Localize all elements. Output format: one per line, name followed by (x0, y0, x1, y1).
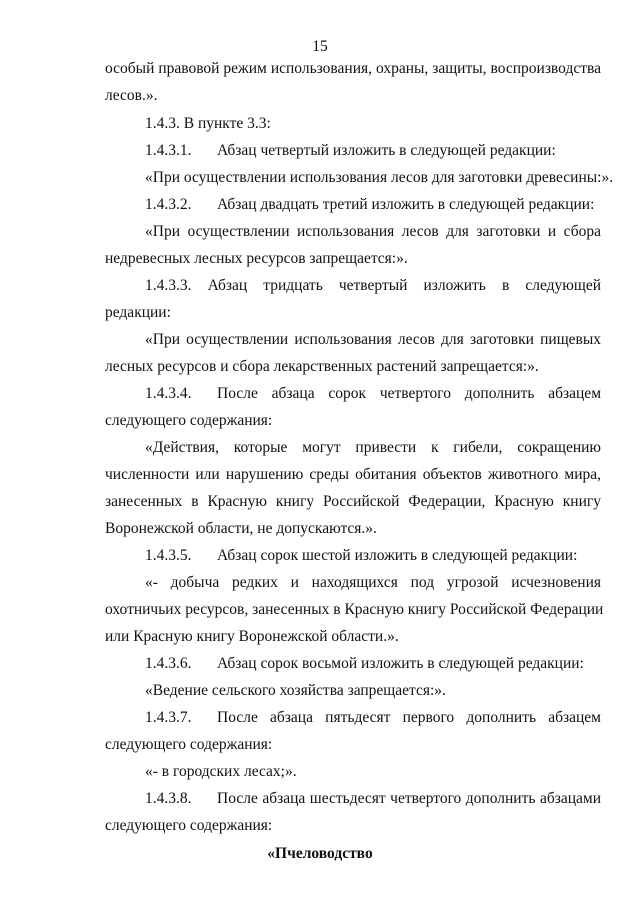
paragraph-line: численности или нарушению среды обитания объектов животного мира, (105, 466, 601, 483)
clause-word: четвертый (338, 277, 408, 294)
clause-line (145, 789, 601, 809)
clause-word: в (501, 277, 510, 294)
clause-text: Абзац сорок восьмой изложить в следующей редакции: (217, 655, 584, 672)
paragraph-line: охотничьих ресурсов, занесенных в Красную книгу Российской Федерации (105, 601, 604, 618)
quote-line: «При осуществлении использования лесов для заготовки древесины:». (145, 169, 614, 186)
clause-line (145, 195, 601, 215)
quote-line: «- добыча редких и находящихся под угрозой исчезновения (145, 574, 601, 591)
clause-word: тридцать (263, 277, 323, 294)
clause-text: После абзаца шестьдесят четвертого дополнить абзацами (217, 790, 601, 807)
paragraph-line: недревесных лесных ресурсов запрещается:». (105, 250, 408, 267)
quote-line: «Действия, которые могут привести к гибели, сокращению (145, 439, 601, 456)
quote-line: «При осуществлении использования лесов для заготовки пищевых (145, 331, 601, 348)
clause-number: 1.4.3.1. (145, 142, 192, 159)
paragraph-line: лесных ресурсов и сбора лекарственных растений запрещается:». (105, 358, 539, 375)
clause-text: Абзац сорок шестой изложить в следующей редакции: (217, 547, 578, 564)
paragraph-line: лесов.». (105, 87, 158, 104)
paragraph-line: следующего содержания: (105, 817, 273, 834)
paragraph-line: занесенных в Красную книгу Российской Федерации, Красную книгу (105, 493, 601, 510)
paragraph-line: следующего содержания: (105, 736, 273, 753)
subsection-heading: «Пчеловодство (267, 845, 373, 862)
section-heading-line: 1.4.3. В пункте 3.3: (145, 115, 271, 132)
clause-line (145, 276, 601, 296)
page-number: 15 (312, 38, 328, 55)
clause-number: 1.4.3.2. (145, 196, 192, 213)
clause-line (145, 384, 601, 404)
quote-line: «Ведение сельского хозяйства запрещается:». (145, 682, 446, 699)
clause-line (145, 654, 601, 674)
paragraph-line: редакции: (105, 304, 171, 321)
quote-line: «- в городских лесах;». (145, 763, 297, 780)
clause-line (145, 141, 601, 161)
clause-line (145, 546, 601, 566)
clause-number: 1.4.3.7. (145, 709, 192, 726)
paragraph-line: или Красную книгу Воронежской области.». (105, 628, 399, 645)
clause-number: 1.4.3.6. (145, 655, 192, 672)
clause-number: 1.4.3.4. (145, 385, 192, 402)
clause-text: После абзаца пятьдесят первого дополнить абзацем (217, 709, 601, 726)
clause-text: Абзац двадцать третий изложить в следующей редакции: (217, 196, 595, 213)
clause-number: 1.4.3.5. (145, 547, 192, 564)
clause-number: 1.4.3.8. (145, 790, 192, 807)
clause-text: Абзац четвертый изложить в следующей редакции: (217, 142, 556, 159)
clause-word: Абзац (207, 277, 248, 294)
clause-line (145, 708, 601, 728)
clause-number: 1.4.3.3. (145, 277, 192, 294)
clause-word: изложить (423, 277, 486, 294)
paragraph-line: следующего содержания: (105, 412, 273, 429)
clause-word: следующей (525, 277, 601, 294)
paragraph-line: Воронежской области, не допускаются.». (105, 520, 377, 537)
quote-line: «При осуществлении использования лесов для заготовки и сбора (145, 223, 601, 240)
paragraph-line: особый правовой режим использования, охраны, защиты, воспроизводства (105, 60, 601, 77)
clause-text: После абзаца сорок четвертого дополнить абзацем (217, 385, 601, 402)
